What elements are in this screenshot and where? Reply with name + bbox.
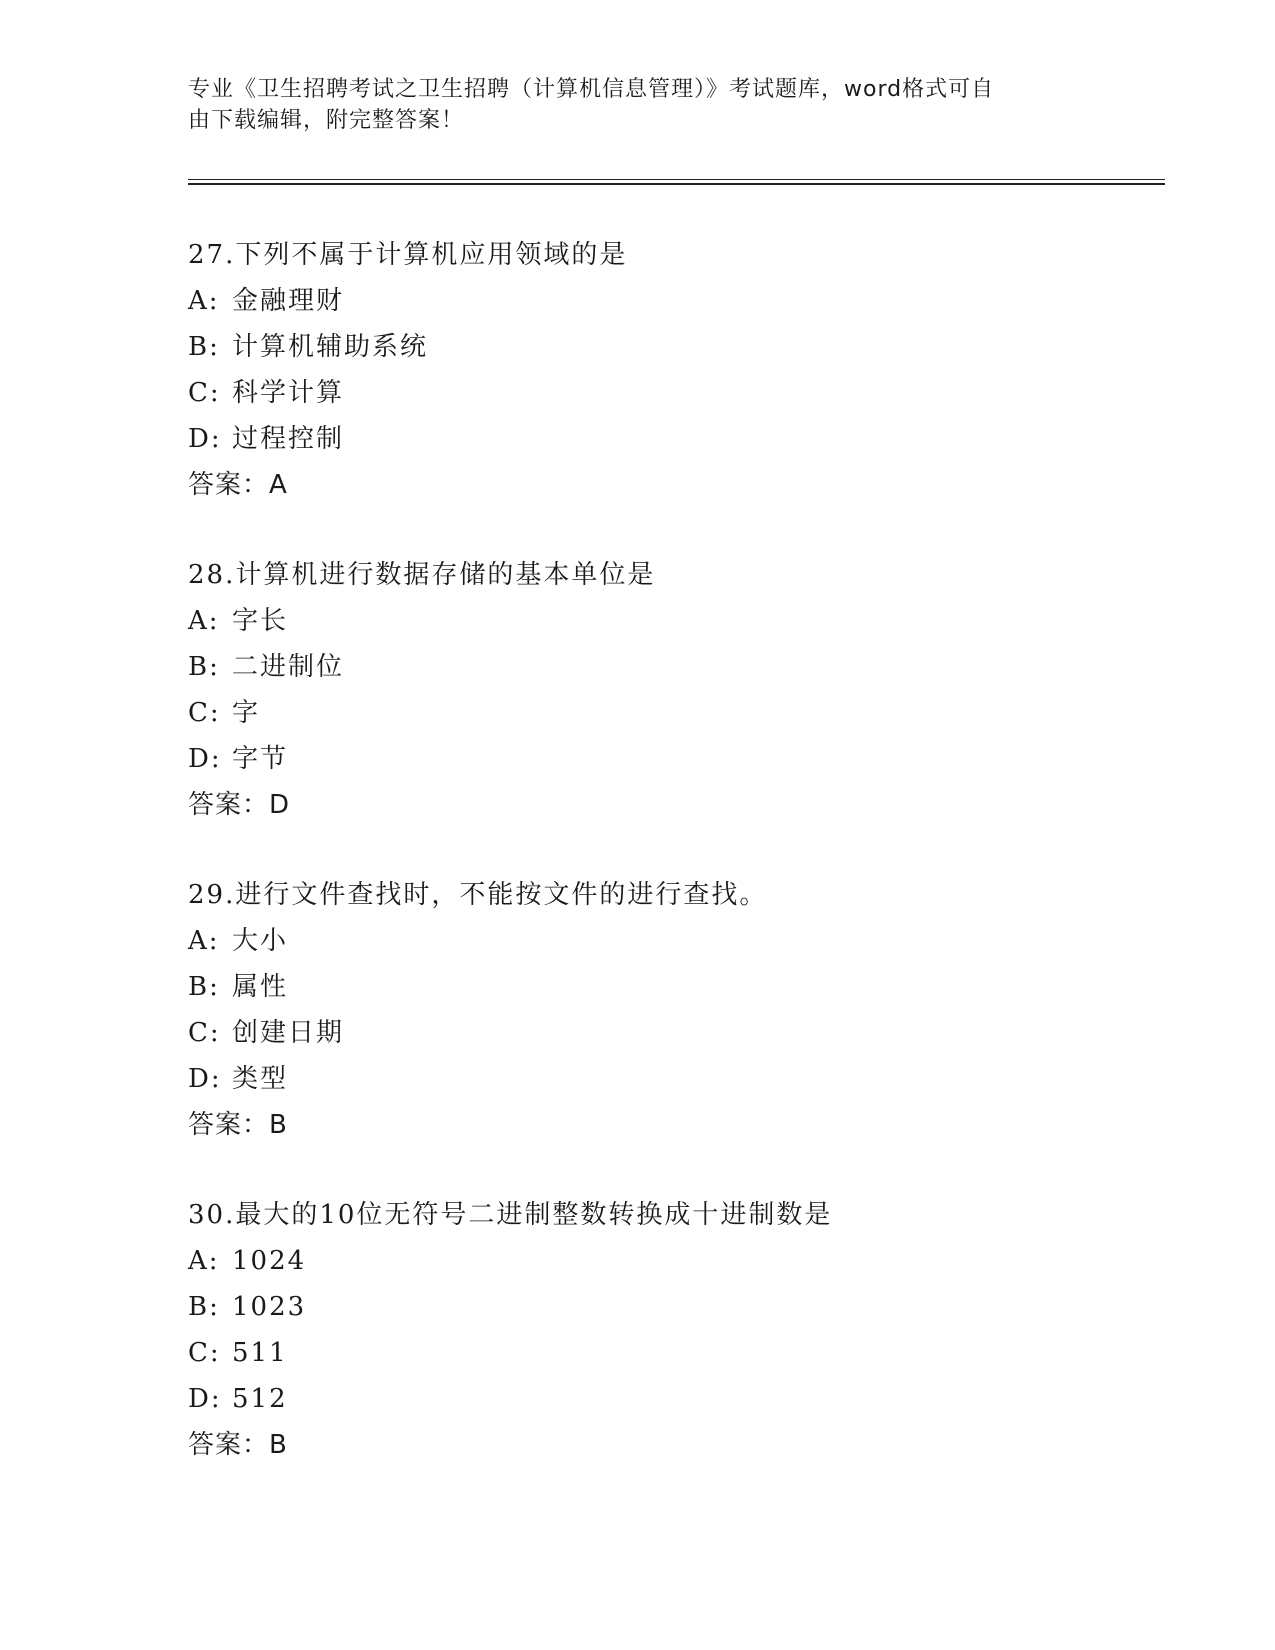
option-text: 科学计算	[232, 378, 345, 408]
option-b	[188, 964, 1188, 1010]
option-text: 二进制位	[232, 652, 345, 682]
option-text: 1023	[232, 1292, 307, 1322]
option-text: 字长	[232, 606, 289, 636]
question-stem: 27.下列不属于计算机应用领域的是	[188, 240, 628, 270]
option-text: 大小	[232, 926, 289, 956]
option-letter: A:	[188, 1246, 220, 1276]
option-letter: D:	[188, 1384, 222, 1414]
option-letter: B:	[188, 1292, 220, 1322]
option-text: 计算机辅助系统	[232, 332, 429, 362]
option-c	[188, 1010, 1188, 1056]
option-b	[188, 1284, 1188, 1330]
answer-line: 答案：B	[188, 1430, 288, 1460]
option-a	[188, 278, 1188, 324]
option-letter: B:	[188, 972, 220, 1002]
option-a	[188, 918, 1188, 964]
question-28	[188, 552, 1188, 828]
document-header	[188, 74, 1088, 136]
question-stem: 28.计算机进行数据存储的基本单位是	[188, 560, 656, 590]
option-text: 创建日期	[232, 1018, 345, 1048]
header-line-2: 由下载编辑，附完整答案！	[188, 108, 465, 133]
option-letter: D:	[188, 1064, 222, 1094]
question-30	[188, 1192, 1188, 1468]
option-text: 字	[232, 698, 261, 728]
answer-line: 答案：A	[188, 470, 288, 500]
option-d	[188, 736, 1188, 782]
option-text: 字节	[232, 744, 289, 774]
option-text: 金融理财	[232, 286, 345, 316]
option-b	[188, 324, 1188, 370]
option-text: 512	[232, 1384, 288, 1414]
option-d	[188, 1376, 1188, 1422]
option-a	[188, 1238, 1188, 1284]
option-b	[188, 644, 1188, 690]
option-letter: D:	[188, 424, 222, 454]
option-letter: C:	[188, 1338, 221, 1368]
header-line-1: 专业《卫生招聘考试之卫生招聘（计算机信息管理）》考试题库，word格式可自	[188, 77, 995, 102]
option-letter: A:	[188, 926, 220, 956]
option-text: 类型	[232, 1064, 289, 1094]
option-text: 过程控制	[232, 424, 345, 454]
option-letter: D:	[188, 744, 222, 774]
answer-line: 答案：B	[188, 1110, 288, 1140]
question-stem: 29.进行文件查找时，不能按文件的进行查找。	[188, 880, 768, 910]
option-c	[188, 370, 1188, 416]
header-divider-thin	[188, 179, 1165, 180]
option-letter: C:	[188, 1018, 221, 1048]
question-29	[188, 872, 1188, 1148]
option-letter: C:	[188, 378, 221, 408]
option-c	[188, 1330, 1188, 1376]
option-d	[188, 1056, 1188, 1102]
question-27	[188, 232, 1188, 508]
option-c	[188, 690, 1188, 736]
option-text: 1024	[232, 1246, 307, 1276]
option-text: 属性	[232, 972, 289, 1002]
option-letter: B:	[188, 652, 220, 682]
option-text: 511	[232, 1338, 288, 1368]
header-divider-thick	[188, 183, 1165, 185]
answer-line: 答案：D	[188, 790, 291, 820]
option-a	[188, 598, 1188, 644]
option-letter: A:	[188, 286, 220, 316]
option-letter: B:	[188, 332, 220, 362]
question-stem: 30.最大的10位无符号二进制整数转换成十进制数是	[188, 1200, 833, 1230]
option-letter: C:	[188, 698, 221, 728]
option-letter: A:	[188, 606, 220, 636]
option-d	[188, 416, 1188, 462]
